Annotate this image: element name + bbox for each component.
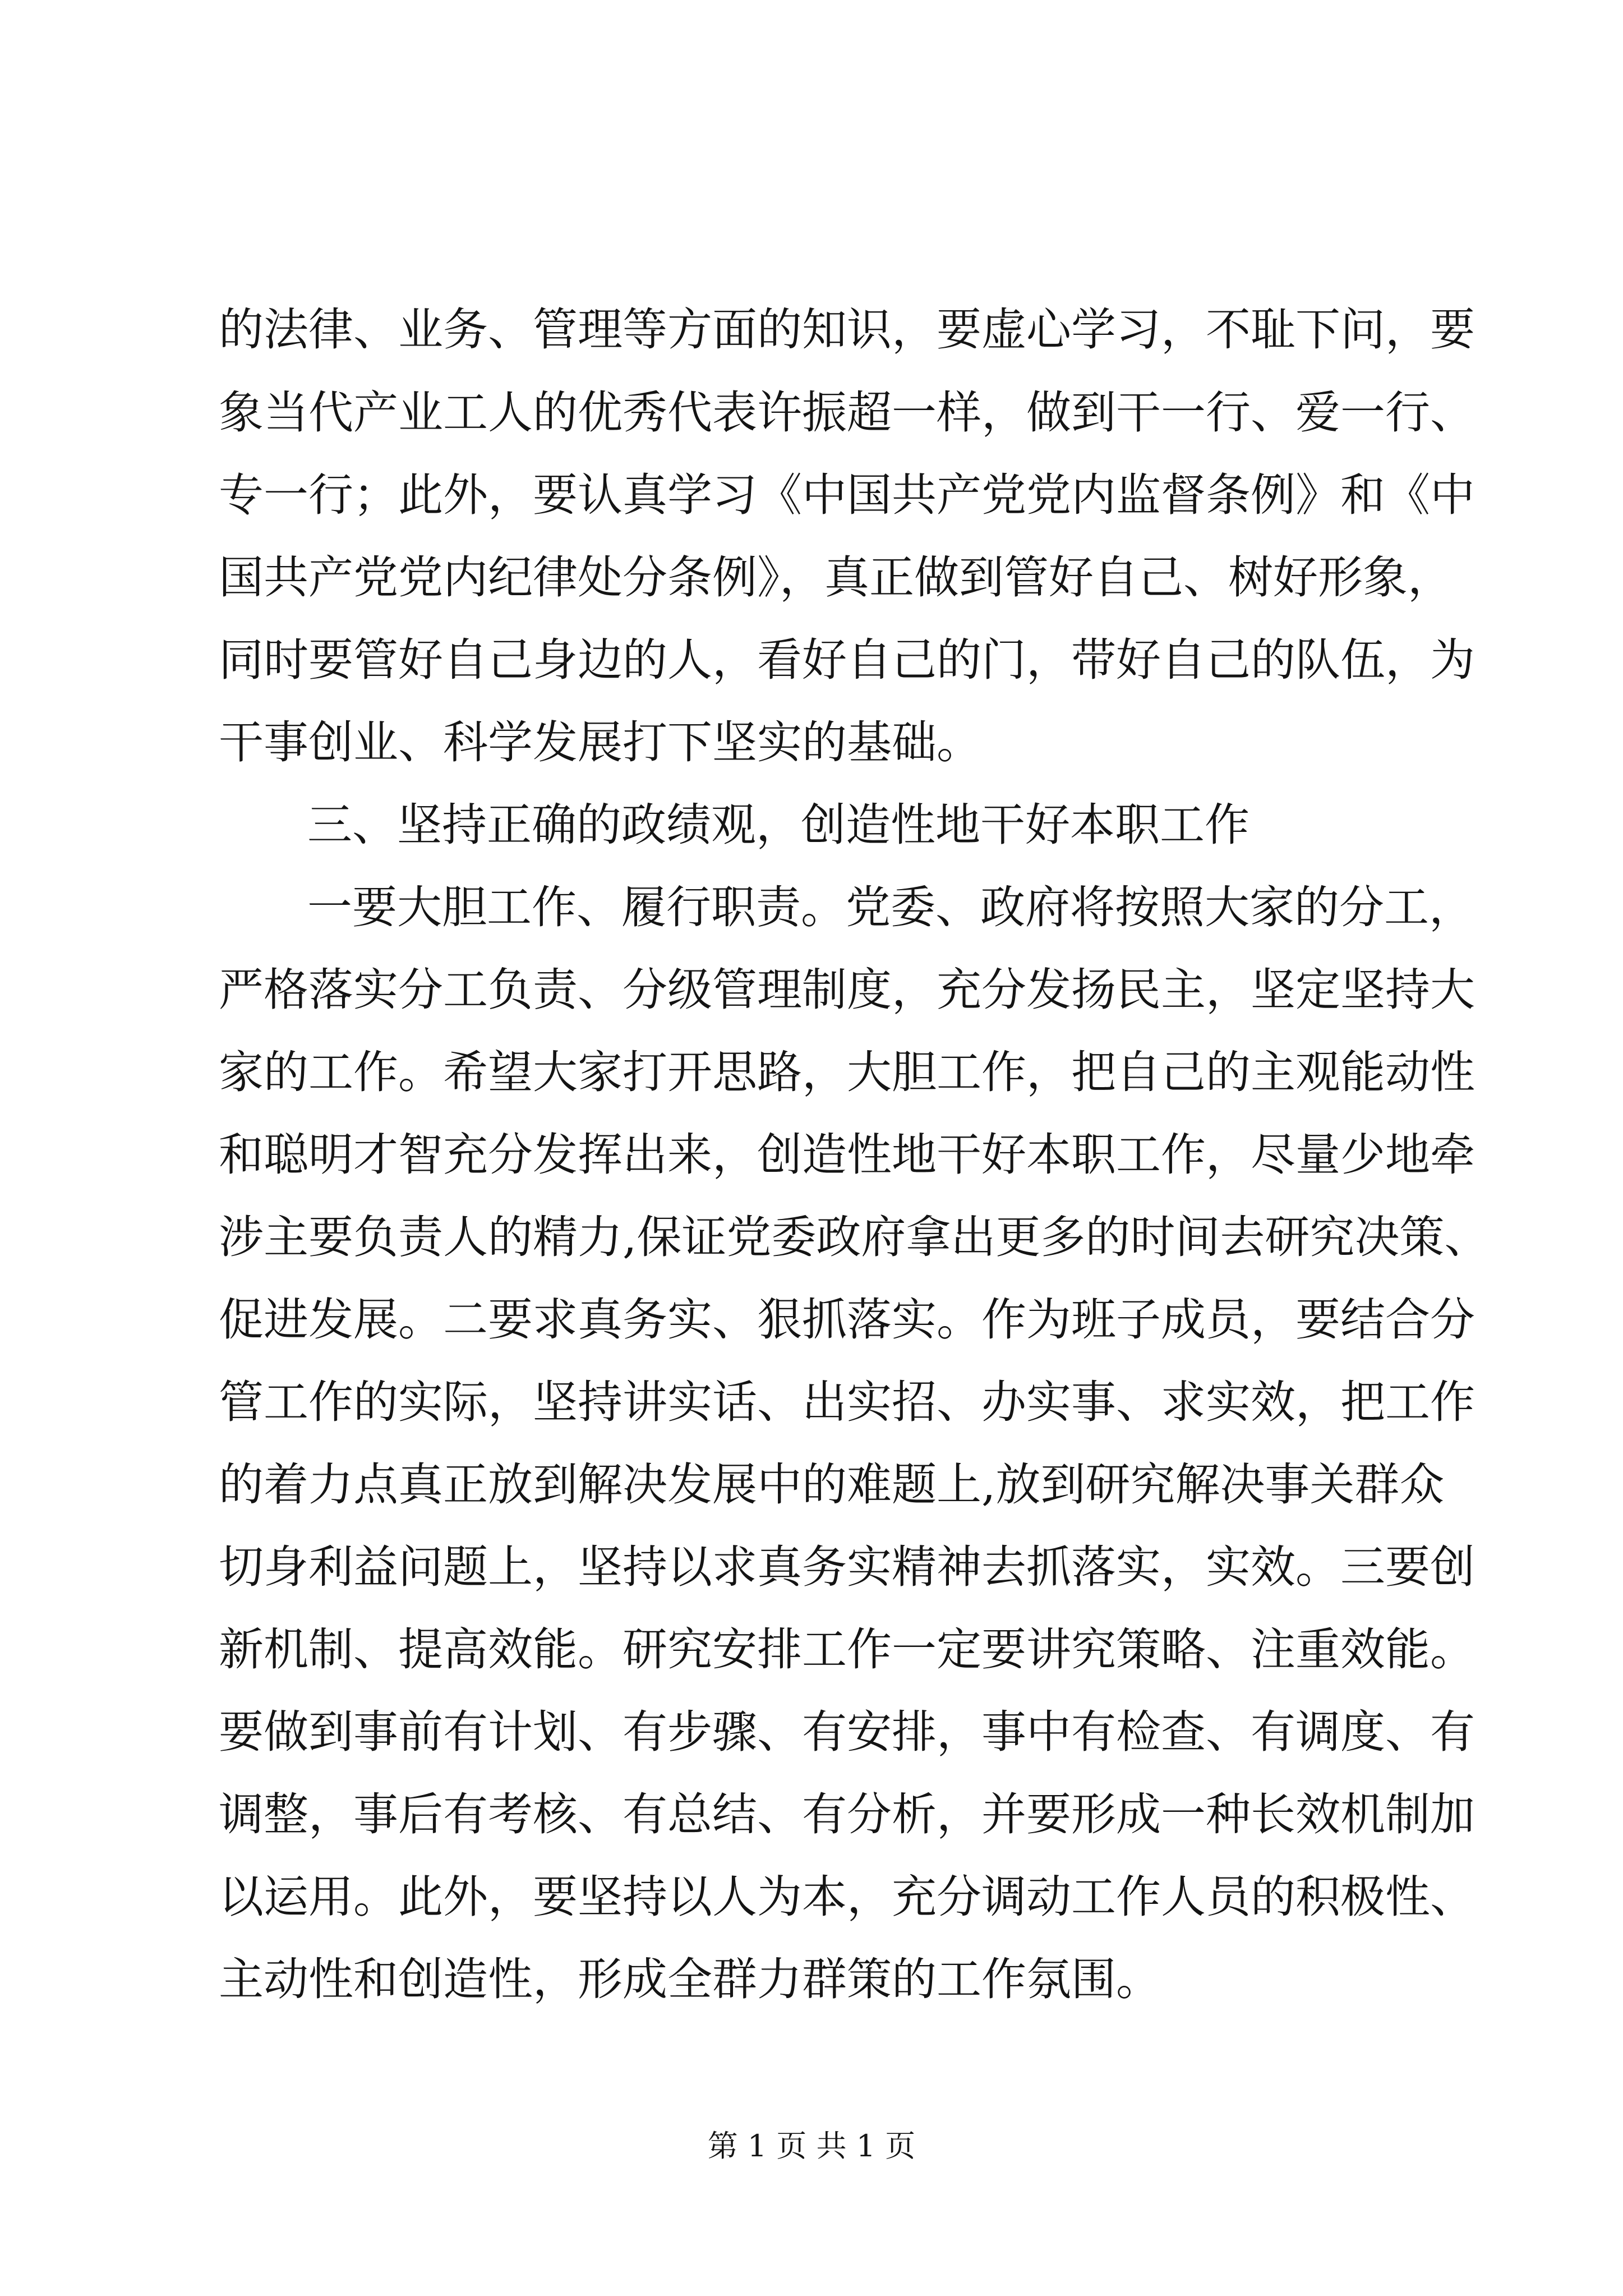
body-line-3: 专一行；此外，要认真学习《中国共产党党内监督条例》和《中	[219, 469, 1475, 521]
body-line-12: 涉主要负责人的精力,保证党委政府拿出更多的时间去研究决策、	[219, 1211, 1490, 1263]
body-line-18: 要做到事前有计划、有步骤、有安排，事中有检查、有调度、有	[219, 1706, 1475, 1758]
body-line-10: 家的工作。希望大家打开思路，大胆工作，把自己的主观能动性	[219, 1046, 1475, 1098]
body-line-17: 新机制、提高效能。研究安排工作一定要讲究策略、注重效能。	[219, 1623, 1475, 1676]
body-line-6: 干事创业、科学发展打下坚实的基础。	[219, 716, 981, 769]
body-line-11: 和聪明才智充分发挥出来，创造性地干好本职工作，尽量少地牵	[219, 1129, 1475, 1181]
body-line-21: 主动性和创造性，形成全群力群策的工作氛围。	[219, 1953, 1161, 2005]
body-line-5: 同时要管好自己身边的人，看好自己的门，带好自己的队伍，为	[219, 634, 1475, 686]
body-line-9: 严格落实分工负责、分级管理制度，充分发扬民主，坚定坚持大	[219, 964, 1475, 1016]
body-line-8: 一要大胆工作、履行职责。党委、政府将按照大家的分工，	[307, 881, 1474, 933]
body-line-13: 促进发展。二要求真务实、狠抓落实。作为班子成员，要结合分	[219, 1294, 1475, 1346]
section-heading: 三、坚持正确的政绩观，创造性地干好本职工作	[307, 799, 1249, 851]
body-line-4: 国共产党党内纪律处分条例》，真正做到管好自己、树好形象，	[219, 551, 1453, 604]
body-line-14: 管工作的实际，坚持讲实话、出实招、办实事、求实效，把工作	[219, 1376, 1475, 1428]
body-line-1: 的法律、业务、管理等方面的知识，要虚心学习，不耻下问，要	[219, 303, 1475, 356]
page-number-footer: 第 1 页 共 1 页	[707, 2128, 916, 2164]
body-line-15: 的着力点真正放到解决发展中的难题上,放到研究解决事关群众	[219, 1458, 1445, 1511]
body-line-16: 切身利益问题上，坚持以求真务实精神去抓落实，实效。三要创	[219, 1541, 1475, 1593]
body-line-20: 以运用。此外，要坚持以人为本，充分调动工作人员的积极性、	[219, 1871, 1475, 1923]
body-line-2: 象当代产业工人的优秀代表许振超一样，做到干一行、爱一行、	[219, 386, 1475, 439]
body-line-19: 调整，事后有考核、有总结、有分析，并要形成一种长效机制加	[219, 1788, 1475, 1841]
